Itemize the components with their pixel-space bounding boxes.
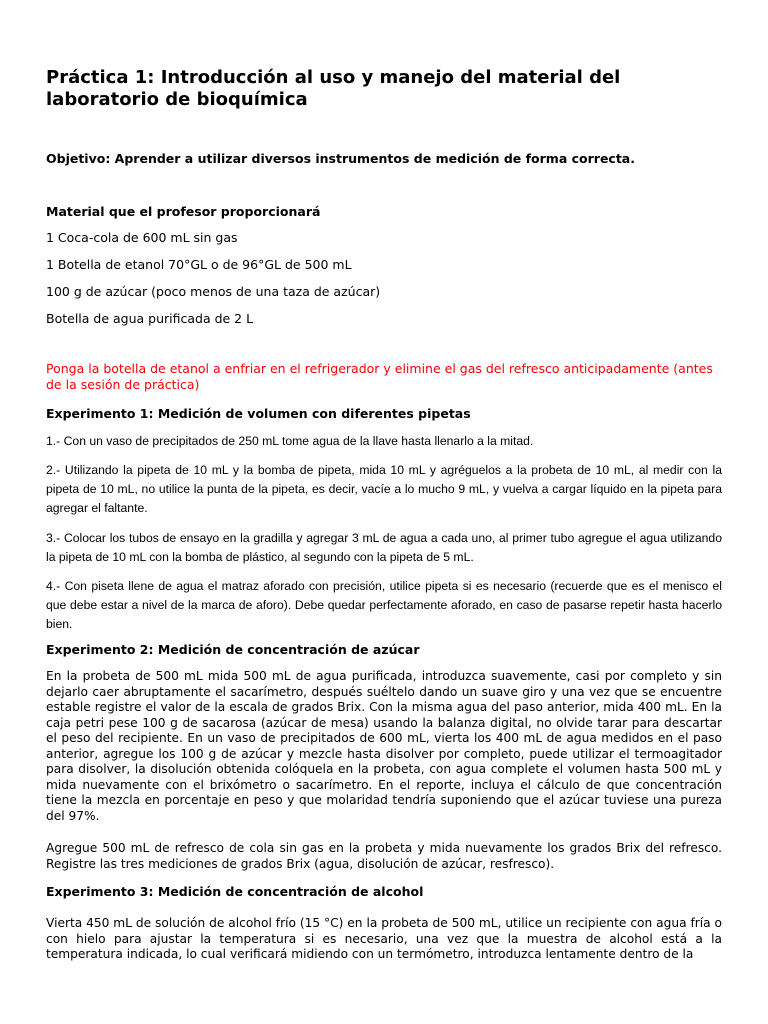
experiment3-paragraph: Vierta 450 mL de solución de alcohol frío (15 °C) en la probeta de 500 mL, utilice un recipiente con agua fría o con hielo para ajustar la temperatura si es necesario, una vez que la muestra de alcohol está a la temperatura indicada, lo cual verificará midiendo con un termómetro, introduzca lentamente dentro de la <box>46 916 722 961</box>
objective-text: Objetivo: Aprender a utilizar diversos instrumentos de medición de forma correcta. <box>46 151 635 166</box>
experiment2-paragraph: Agregue 500 mL de refresco de cola sin gas en la probeta y mida nuevamente los grados Brix del refresco. Registre las tres mediciones de grados Brix (agua, disolución de azúcar, resfresco). <box>46 841 722 871</box>
page-title: Práctica 1: Introducción al uso y manejo del material del laboratorio de bioquímica <box>46 67 621 110</box>
warning-note: Ponga la botella de etanol a enfriar en el refrigerador y elimine el gas del refresco anticipadamente (antes de la sesión de práctica) <box>46 361 713 392</box>
experiment2-heading: Experimento 2: Medición de concentración de azúcar <box>46 642 420 657</box>
experiment2-paragraph: En la probeta de 500 mL mida 500 mL de agua purificada, introduzca suavemente, casi por completo y sin dejarlo caer abruptamente el sacarímetro, después suéltelo dando un suave giro y una vez que se encuentre estable registre el valor de la escala de grados Brix. Con la misma agua del paso anterior, mida 400 mL. En la caja petri pese 100 g de sacarosa (azúcar de mesa) usando la balanza digital, no olvide tarar para descartar el peso del recipiente. En un vaso de precipitados de 600 mL, vierta los 400 mL de agua medidos en el paso anterior, agregue los 100 g de azúcar y mezcle hasta disolver por completo, puede utilizar el termoagitador para disolver, la disolución obtenida colóquela en la probeta, con agua complete el volumen hasta 500 mL y mida nuevamente con el brixómetro o sacarímetro. En el reporte, incluya el cálculo de que concentración tiene la mezcla en porcentaje en peso y que molaridad tendría suponiendo que el azúcar tuviese una pureza del 97%. <box>46 669 722 823</box>
experiment3-heading: Experimento 3: Medición de concentración de alcohol <box>46 884 424 899</box>
experiment1-step: 2.- Utilizando la pipeta de 10 mL y la bomba de pipeta, mida 10 mL y agréguelos a la probeta de 10 mL, al medir con la pipeta de 10 mL, no utilice la punta de la pipeta, es decir, vacíe a lo mucho 9 mL, y vuelva a cargar líquido en la pipeta para agregar el faltante. <box>46 463 722 515</box>
experiment1-step: 3.- Colocar los tubos de ensayo en la gradilla y agregar 3 mL de agua a cada uno, al primer tubo agregue el agua utilizando la pipeta de 10 mL con la bomba de plástico, al segundo con la pipeta de 5 mL. <box>46 531 722 564</box>
experiment1-step: 1.- Con un vaso de precipitados de 250 mL tome agua de la llave hasta llenarlo a la mitad. <box>46 434 534 448</box>
material-item: 1 Coca-cola de 600 mL sin gas <box>46 230 238 245</box>
material-item: 1 Botella de etanol 70°GL o de 96°GL de 500 mL <box>46 257 352 272</box>
material-item: 100 g de azúcar (poco menos de una taza de azúcar) <box>46 284 381 299</box>
material-item: Botella de agua purificada de 2 L <box>46 311 254 326</box>
materials-heading: Material que el profesor proporcionará <box>46 204 321 219</box>
experiment1-heading: Experimento 1: Medición de volumen con diferentes pipetas <box>46 406 471 421</box>
materials-list <box>46 229 380 337</box>
experiment1-step: 4.- Con piseta llene de agua el matraz aforado con precisión, utilice pipeta si es necesario (recuerde que es el menisco el que debe estar a nivel de la marca de aforo). Debe quedar perfectamente aforado, en caso de pasarse repetir hasta hacerlo bien. <box>46 579 722 631</box>
